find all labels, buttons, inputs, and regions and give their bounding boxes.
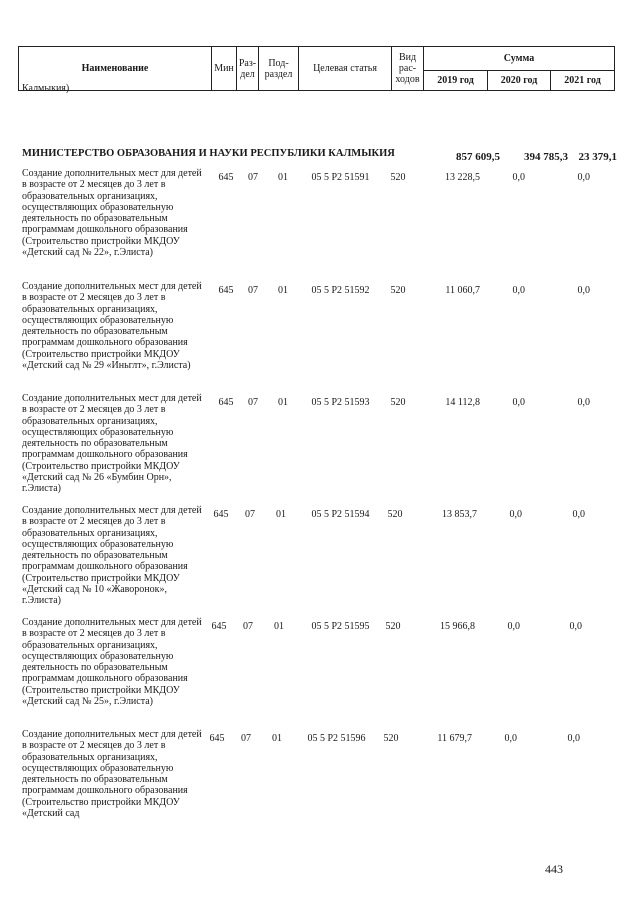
row-sum-2019: 13 853,7 xyxy=(442,509,477,520)
table-row xyxy=(0,168,640,276)
row-sum-2021: 0,0 xyxy=(577,172,590,183)
row-vid: 520 xyxy=(390,397,406,408)
row-target: 05 5 P2 51596 xyxy=(307,733,366,744)
row-min: 645 xyxy=(218,285,234,296)
table-row xyxy=(0,393,640,501)
row-min: 645 xyxy=(209,733,225,744)
row-vid: 520 xyxy=(385,621,401,632)
row-razdel: 07 xyxy=(248,397,258,408)
row-podrazdel: 01 xyxy=(276,509,286,520)
row-podrazdel: 01 xyxy=(278,397,288,408)
row-min: 645 xyxy=(213,509,229,520)
header-sum: Сумма xyxy=(424,47,615,71)
row-sum-2019: 11 679,7 xyxy=(437,733,472,744)
header-podrazdel: Под-раздел xyxy=(259,47,299,91)
row-vid: 520 xyxy=(387,509,403,520)
row-podrazdel: 01 xyxy=(272,733,282,744)
ministry-title: МИНИСТЕРСТВО ОБРАЗОВАНИЯ И НАУКИ РЕСПУБЛИКИ КАЛМЫКИЯ xyxy=(22,148,395,159)
row-description: Создание дополнительных мест для детей в возрасте от 2 месяцев до 3 лет в образовательных организациях, осуществляющих образовательную деятельность по образовательным программам дошкольного образования (Строительство пристройки МКДОУ «Детский сад № 29 «Иньглт», г.Элиста) xyxy=(22,281,202,372)
page-number: 443 xyxy=(545,862,563,876)
row-sum-2019: 14 112,8 xyxy=(445,397,480,408)
row-sum-2021: 0,0 xyxy=(569,621,582,632)
table-row xyxy=(0,729,640,829)
row-razdel: 07 xyxy=(241,733,251,744)
row-sum-2019: 15 966,8 xyxy=(440,621,475,632)
header-target: Целевая статья xyxy=(299,47,392,91)
header-razdel: Раз-дел xyxy=(237,47,259,91)
row-razdel: 07 xyxy=(245,509,255,520)
row-sum-2019: 11 060,7 xyxy=(445,285,480,296)
row-sum-2020: 0,0 xyxy=(512,285,525,296)
row-sum-2021: 0,0 xyxy=(567,733,580,744)
row-podrazdel: 01 xyxy=(278,285,288,296)
row-razdel: 07 xyxy=(248,172,258,183)
row-podrazdel: 01 xyxy=(274,621,284,632)
row-razdel: 07 xyxy=(248,285,258,296)
ministry-sum-2021: 23 379,1 xyxy=(578,151,617,163)
row-sum-2020: 0,0 xyxy=(507,621,520,632)
header-vid: Вид рас-ходов xyxy=(392,47,424,91)
header-min: Мин xyxy=(212,47,237,91)
header-2019: 2019 год xyxy=(424,71,488,91)
header-2020: 2020 год xyxy=(488,71,551,91)
row-vid: 520 xyxy=(390,285,406,296)
header-name: Наименование xyxy=(19,47,212,91)
row-vid: 520 xyxy=(390,172,406,183)
row-sum-2021: 0,0 xyxy=(577,285,590,296)
ministry-sum-2019: 857 609,5 xyxy=(456,151,500,163)
row-sum-2021: 0,0 xyxy=(572,509,585,520)
row-target: 05 5 P2 51593 xyxy=(311,397,370,408)
table-row xyxy=(0,281,640,389)
row-target: 05 5 P2 51595 xyxy=(311,621,370,632)
row-min: 645 xyxy=(211,621,227,632)
continued-fragment: Калмыкия) xyxy=(22,83,70,94)
row-sum-2020: 0,0 xyxy=(504,733,517,744)
row-min: 645 xyxy=(218,397,234,408)
row-podrazdel: 01 xyxy=(278,172,288,183)
row-sum-2020: 0,0 xyxy=(512,172,525,183)
row-min: 645 xyxy=(218,172,234,183)
row-target: 05 5 P2 51592 xyxy=(311,285,370,296)
row-vid: 520 xyxy=(383,733,399,744)
table-row xyxy=(0,617,640,725)
table-header xyxy=(18,46,615,91)
row-target: 05 5 P2 51591 xyxy=(311,172,370,183)
row-razdel: 07 xyxy=(243,621,253,632)
row-target: 05 5 P2 51594 xyxy=(311,509,370,520)
table-row xyxy=(0,505,640,613)
row-description: Создание дополнительных мест для детей в возрасте от 2 месяцев до 3 лет в образовательных организациях, осуществляющих образовательную деятельность по образовательным программам дошкольного образования (Строительство пристройки МКДОУ «Детский сад xyxy=(22,729,202,820)
row-sum-2019: 13 228,5 xyxy=(445,172,480,183)
row-sum-2020: 0,0 xyxy=(512,397,525,408)
row-description: Создание дополнительных мест для детей в возрасте от 2 месяцев до 3 лет в образовательных организациях, осуществляющих образовательную деятельность по образовательным программам дошкольного образования (Строительство пристройки МКДОУ «Детский сад № 10 «Жаворонок», г.Элиста) xyxy=(22,505,202,607)
row-sum-2021: 0,0 xyxy=(577,397,590,408)
row-description: Создание дополнительных мест для детей в возрасте от 2 месяцев до 3 лет в образовательных организациях, осуществляющих образовательную деятельность по образовательным программам дошкольного образования (Строительство пристройки МКДОУ «Детский сад № 26 «Бумбин Орн», г.Элиста) xyxy=(22,393,202,495)
row-sum-2020: 0,0 xyxy=(509,509,522,520)
ministry-sum-2020: 394 785,3 xyxy=(524,151,568,163)
row-description: Создание дополнительных мест для детей в возрасте от 2 месяцев до 3 лет в образовательных организациях, осуществляющих образовательную деятельность по образовательным программам дошкольного образования (Строительство пристройки МКДОУ «Детский сад № 25», г.Элиста) xyxy=(22,617,202,708)
header-2021: 2021 год xyxy=(551,71,615,91)
row-description: Создание дополнительных мест для детей в возрасте от 2 месяцев до 3 лет в образовательных организациях, осуществляющих образовательную деятельность по образовательным программам дошкольного образования (Строительство пристройки МКДОУ «Детский сад № 22», г.Элиста) xyxy=(22,168,202,259)
